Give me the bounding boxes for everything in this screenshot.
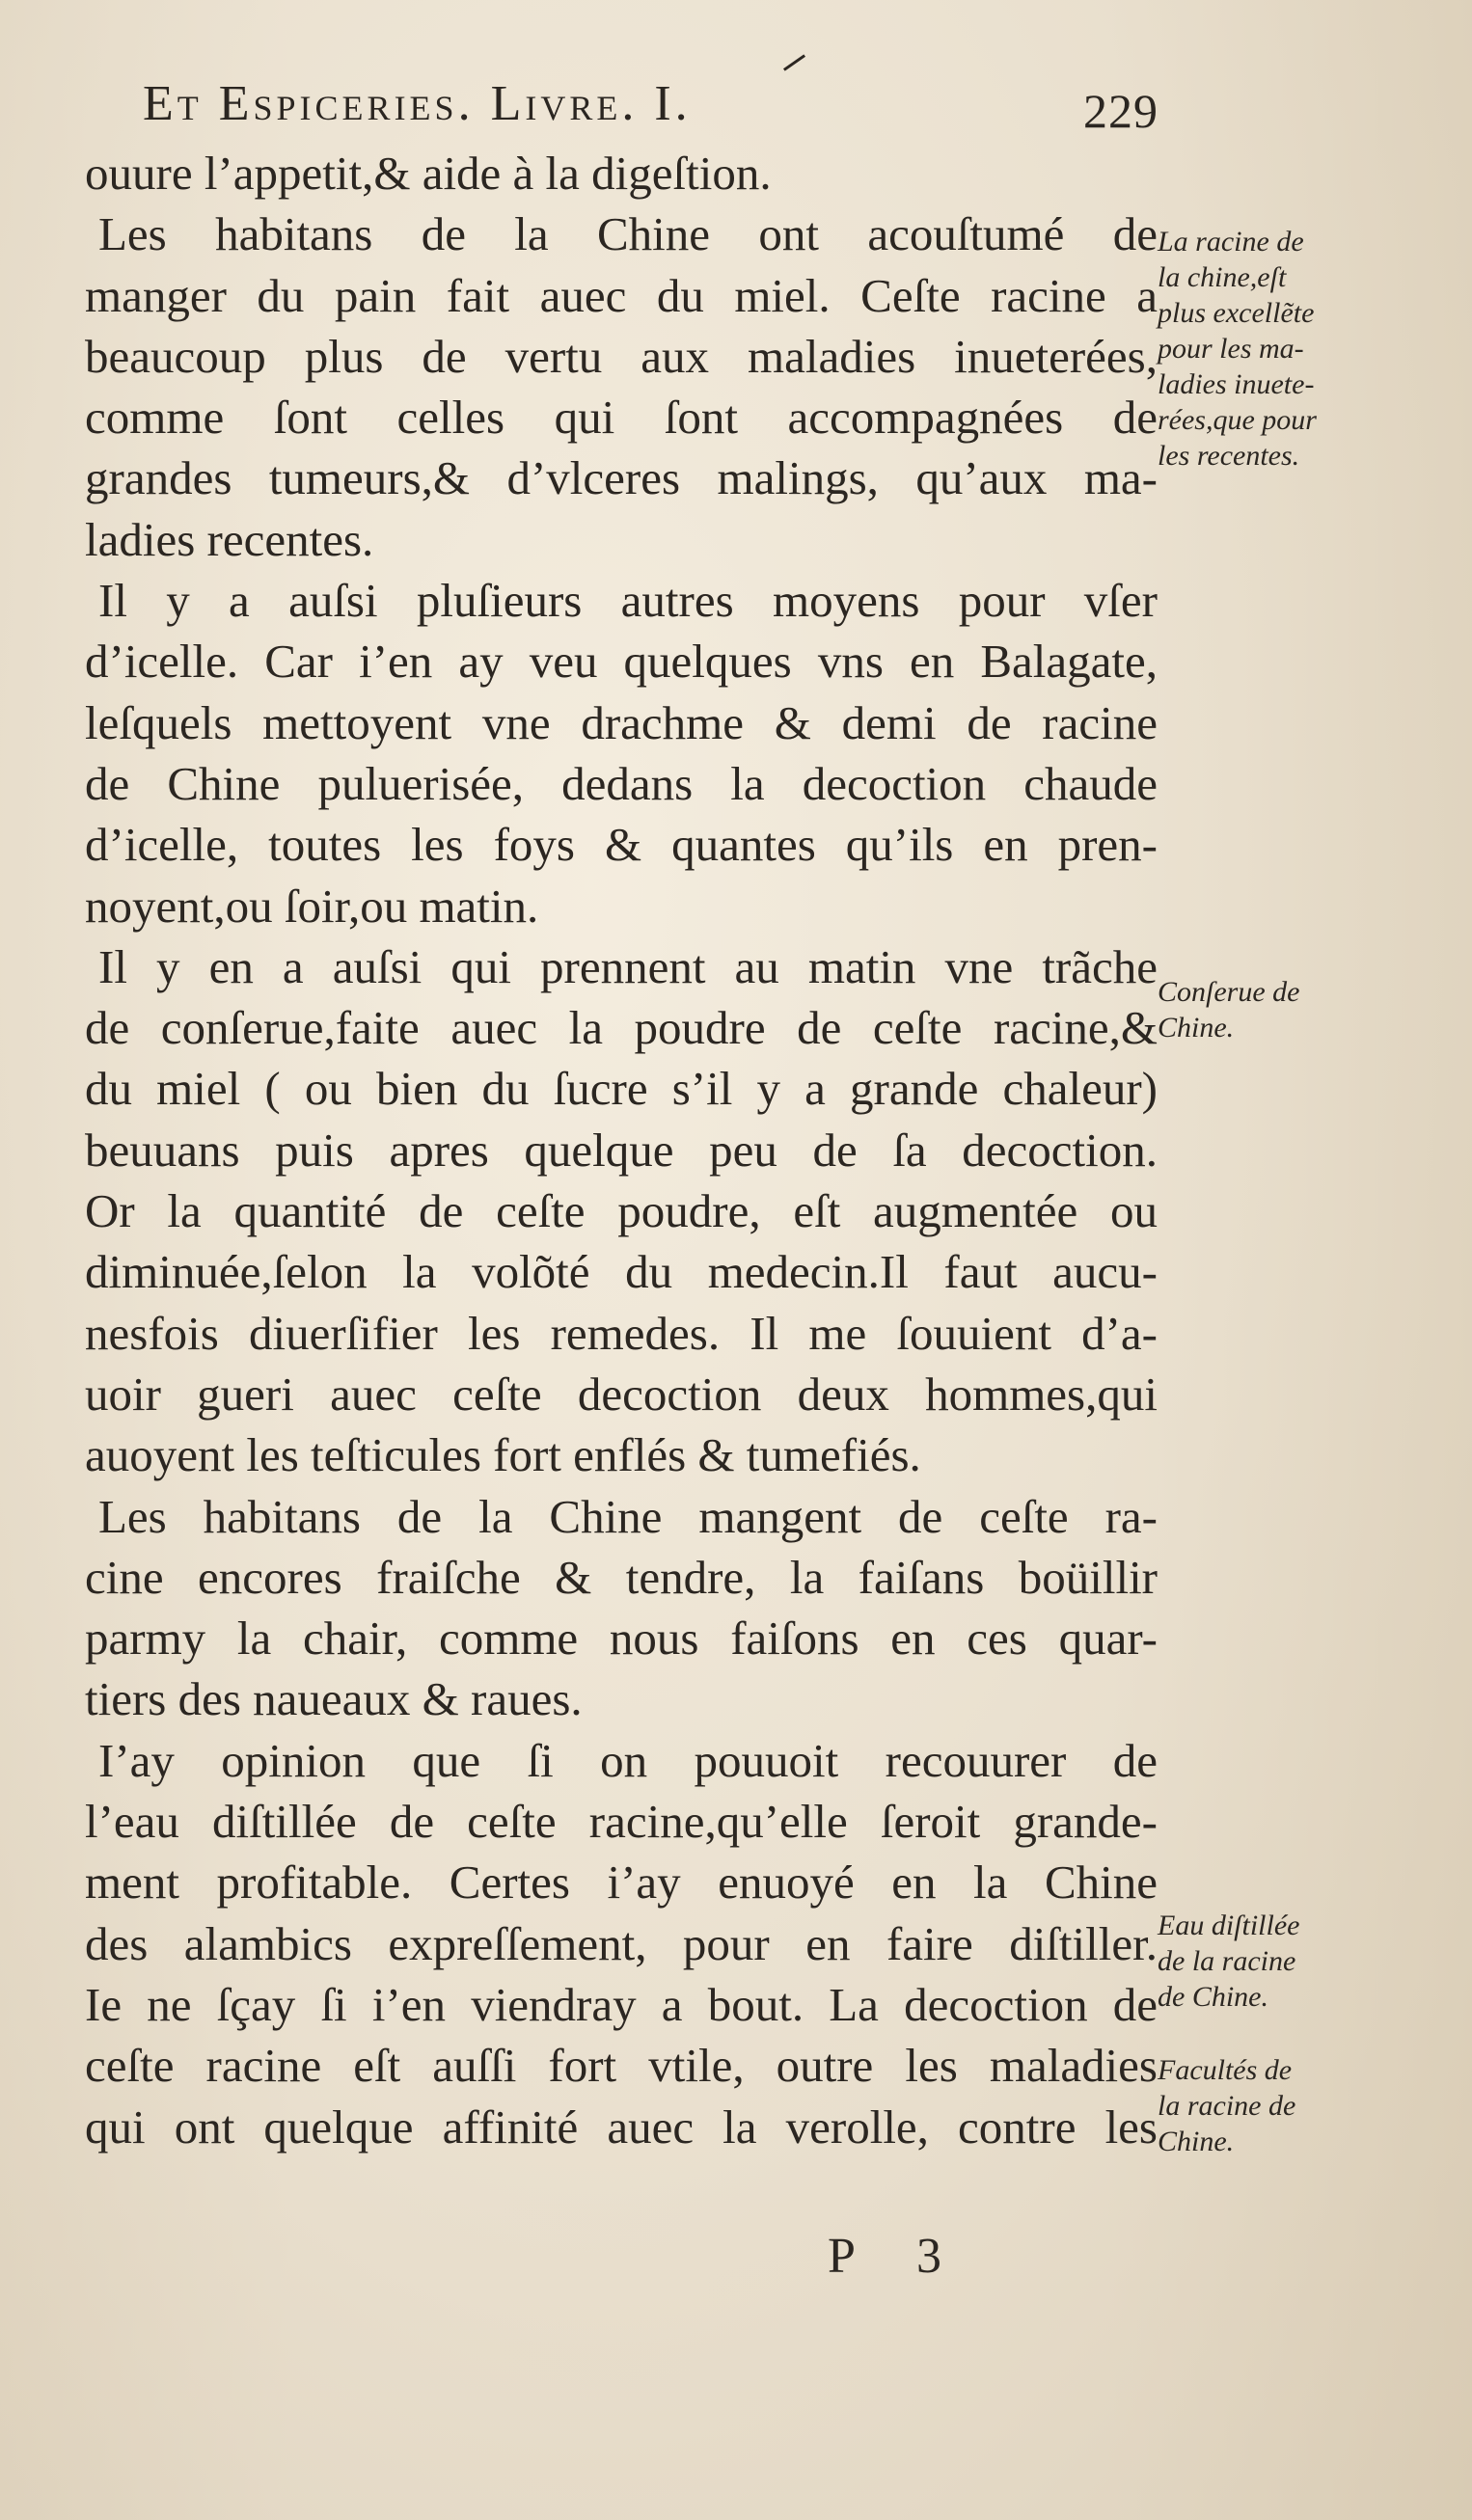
running-head: Et Espiceries. Livre. I. (143, 76, 692, 131)
text-line: Les habitans de la Chine ont acouſtumé de (98, 207, 1158, 261)
text-line: de conſerue,faite auec la poudre de ceſte racine,& (85, 1001, 1158, 1055)
margin-note-line: Facultés de (1158, 2054, 1293, 2086)
margin-note-line: La racine de (1158, 226, 1304, 257)
margin-note-racine-de-chine (1158, 224, 1399, 474)
margin-note-line: rées,que pour (1158, 404, 1317, 436)
text-line: qui ont quelque affinité auec la verolle, contre les (85, 2100, 1158, 2154)
text-line: d’icelle. Car i’en ay veu quelques vns en Balagate, (85, 635, 1158, 689)
margin-note-eau-distillee (1158, 1908, 1399, 2015)
text-line: beaucoup plus de vertu aux maladies inueterées, (85, 329, 1158, 383)
text-line: du miel ( ou bien du ſucre s’il y a grande chaleur) (85, 1062, 1158, 1116)
text-line: I’ay opinion que ſi on pouuoit recouurer de (98, 1733, 1158, 1787)
text-line: cine encores fraiſche & tendre, la faiſans boüillir (85, 1550, 1158, 1604)
text-line: Les habitans de la Chine mangent de ceſte ra- (98, 1489, 1158, 1543)
text-line: leſquels mettoyent vne drachme & demi de racine (85, 695, 1158, 749)
margin-note-line: de Chine. (1158, 1981, 1268, 2013)
text-line: comme ſont celles qui ſont accompagnées de (85, 391, 1158, 445)
text-line: ouure l’appetit,& aide à la digeſtion. (85, 147, 772, 200)
text-line: l’eau diſtillée de ceſte racine,qu’elle ſeroit grande- (85, 1795, 1158, 1849)
text-line: parmy la chair, comme nous faiſons en ces quar- (85, 1612, 1158, 1666)
page-number: 229 (1083, 84, 1159, 138)
ink-mark (783, 54, 805, 70)
margin-note-line: les recentes. (1158, 440, 1300, 472)
text-line: diminuée,ſelon la volõté du medecin.Il faut aucu- (85, 1245, 1158, 1299)
margin-note-line: ladies inuete- (1158, 368, 1315, 400)
text-line: Il y en a auſsi qui prennent au matin vne trãche (98, 939, 1158, 993)
margin-note-conserue (1158, 974, 1399, 1045)
text-line: manger du pain fait auec du miel. Ceſte racine a (85, 268, 1158, 322)
text-line: beuuans puis apres quelque peu de ſa decoction. (85, 1123, 1158, 1177)
margin-note-line: pour les ma- (1158, 333, 1304, 365)
margin-note-line: la chine,eſt (1158, 261, 1287, 293)
page-header (143, 75, 1185, 152)
text-line: uoir gueri auec ceſte decoction deux hommes,qui (85, 1367, 1158, 1421)
margin-note-line: plus excellẽte (1158, 297, 1315, 329)
text-line: tiers des naueaux & raues. (85, 1672, 583, 1726)
text-line: grandes tumeurs,& d’vlceres malings, qu’aux ma- (85, 451, 1158, 505)
text-line: nesfois diuerſifier les remedes. Il me ſouuient d’a- (85, 1306, 1158, 1360)
margin-note-line: Eau diſtillée (1158, 1910, 1300, 1941)
margin-note-line: Chine. (1158, 1012, 1235, 1043)
text-line: Or la quantité de ceſte poudre, eſt augmentée ou (85, 1184, 1158, 1238)
margin-note-line: Chine. (1158, 2126, 1235, 2157)
text-line: Ie ne ſçay ſi i’en viendray a bout. La decoction de (85, 1977, 1158, 2031)
text-line: ceſte racine eſt auſſi fort vtile, outre les maladies (85, 2039, 1158, 2093)
main-text-block (85, 143, 1158, 2157)
text-line: auoyent les teſticules fort enflés & tumefiés. (85, 1428, 921, 1482)
text-line: Il y a auſsi pluſieurs autres moyens pour vſer (98, 574, 1158, 628)
text-line: ladies recentes. (85, 512, 374, 566)
signature-mark: P 3 (828, 2229, 967, 2284)
text-line: ment profitable. Certes i’ay enuoyé en la Chine (85, 1856, 1158, 1910)
margin-note-line: Conſerue de (1158, 976, 1300, 1008)
text-line: de Chine puluerisée, dedans la decoction chaude (85, 756, 1158, 810)
margin-note-line: de la racine (1158, 1945, 1296, 1977)
margin-note-line: la racine de (1158, 2090, 1296, 2122)
text-line: d’icelle, toutes les foys & quantes qu’ils en pren- (85, 818, 1158, 872)
margin-note-facultes (1158, 2052, 1399, 2159)
text-line: noyent,ou ſoir,ou matin. (85, 879, 539, 933)
text-line: des alambics expreſſement, pour en faire diſtiller. (85, 1916, 1158, 1970)
